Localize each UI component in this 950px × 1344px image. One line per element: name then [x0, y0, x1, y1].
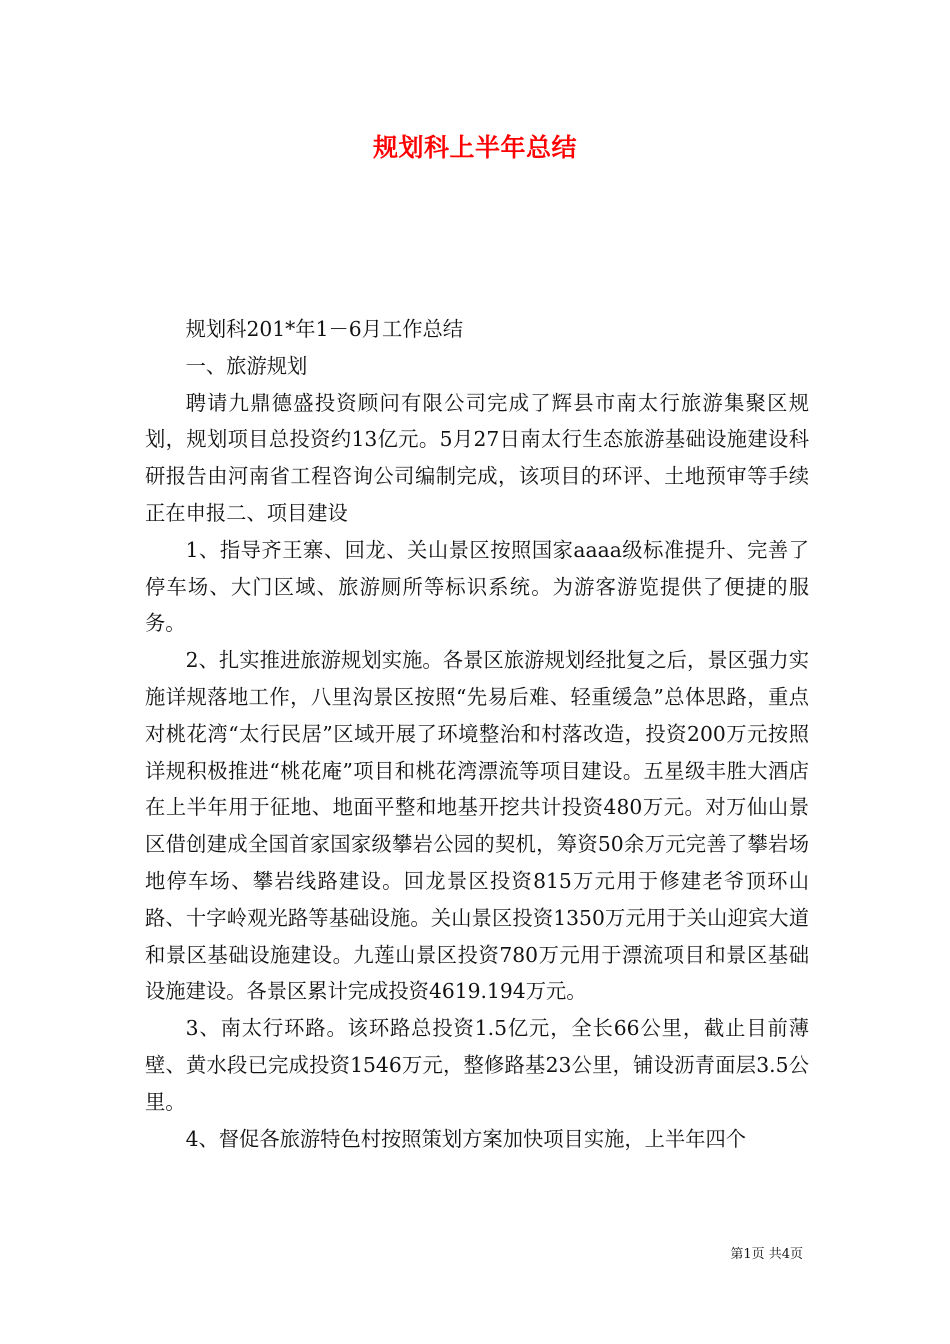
section-heading-tourism-planning: 一、旅游规划: [185, 353, 308, 378]
paragraph-item-4: 4、督促各旅游特色村按照策划方案加快项目实施，上半年四个: [185, 1126, 747, 1151]
subtitle-line: 规划科201*年1－6月工作总结: [185, 317, 464, 341]
document-title: 规划科上半年总结: [372, 133, 577, 162]
paragraph-item-1: 1、指导齐王寨、回龙、关山景区按照国家aaaa级标准提升、完善了停车场、大门区域、旅游厕所等标识系统。为游客游览提供了便捷的服务。: [145, 537, 809, 636]
paragraph-item-2: 2、扎实推进旅游规划实施。各景区旅游规划经批复之后，景区强力实施详规落地工作，八里沟景区按照“先易后难、轻重缓急”总体思路，重点对桃花湾“太行民居”区域开展了环境整治和村落改造，投资200万元按照详规积极推进“桃花庵”项目和桃花湾漂流等项目建设。五星级丰胜大酒店在上半年用于征地、地面平整和地基开挖共计投资480万元。对万仙山景区借创建成全国首家国家级攀岩公园的契机，筹资50余万元完善了攀岩场地停车场、攀岩线路建设。回龙景区投资815万元用于修建老爷顶环山路、十字岭观光路等基础设施。关山景区投资1350万元用于关山迎宾大道和景区基础设施建设。九莲山景区投资780万元用于漂流项目和景区基础设施建设。各景区累计完成投资4619.194万元。: [145, 648, 809, 1004]
paragraph-planning-overview: 聘请九鼎德盛投资顾问有限公司完成了辉县市南太行旅游集聚区规划，规划项目总投资约13亿元。5月27日南太行生态旅游基础设施建设科研报告由河南省工程咨询公司编制完成，该项目的环评、土地预审等手续正在申报二、项目建设: [145, 390, 809, 525]
paragraph-item-3: 3、南太行环路。该环路总投资1.5亿元，全长66公里，截止目前薄壁、黄水段已完成投资1546万元，整修路基23公里，铺设沥青面层3.5公里。: [145, 1016, 809, 1114]
document-body: [145, 311, 809, 1157]
page-number-footer: 第1页 共4页: [730, 1247, 803, 1262]
